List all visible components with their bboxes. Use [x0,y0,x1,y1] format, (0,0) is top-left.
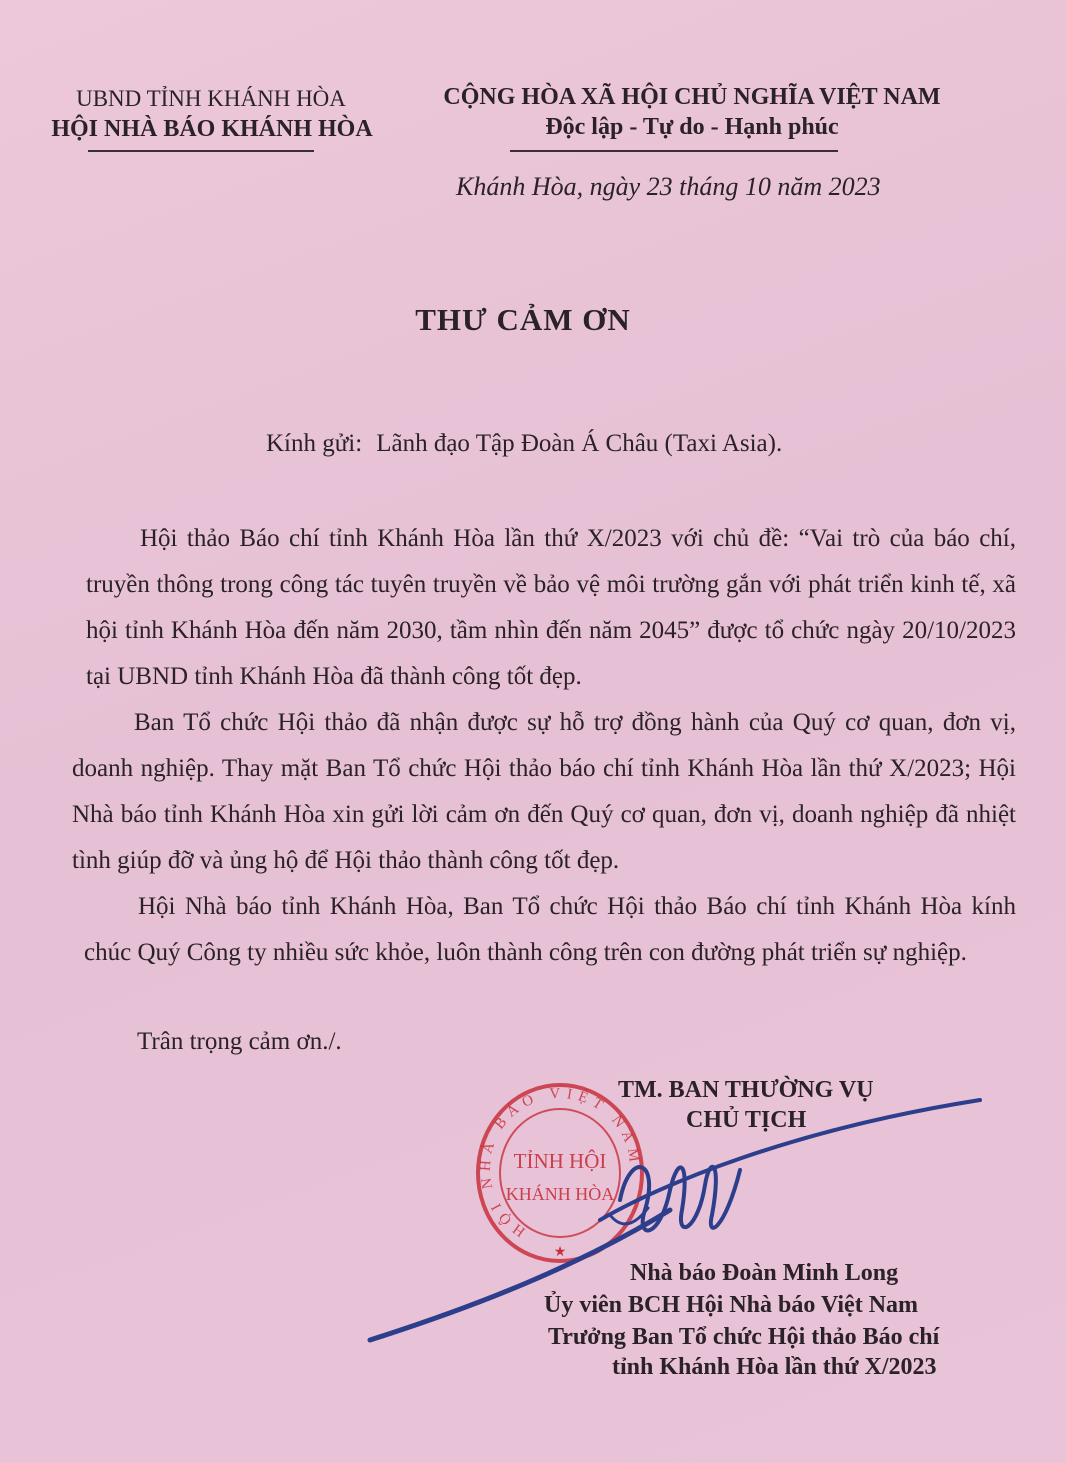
national-motto: Độc lập - Tự do - Hạnh phúc [545,114,839,140]
national-title: CỘNG HÒA XÃ HỘI CHỦ NGHĨA VIỆT NAM [443,84,941,110]
svg-text:TỈNH HỘI: TỈNH HỘI [513,1149,607,1173]
signer-name: Nhà báo Đoàn Minh Long [630,1260,899,1286]
issuer-parent-org: UBND TỈNH KHÁNH HÒA [76,86,346,111]
signer-role-3: tỉnh Khánh Hòa lần thứ X/2023 [612,1354,937,1380]
svg-text:HỘI NHÀ BÁO VIỆT NAM: HỘI NHÀ BÁO VIỆT NAM [477,1085,643,1240]
signature-title-line-2: CHỦ TỊCH [686,1107,807,1133]
body-paragraph-3: Hội Nhà báo tỉnh Khánh Hòa, Ban Tổ chức Hội thảo Báo chí tỉnh Khánh Hòa kính chúc Quý Công ty nhiều sức khỏe, luôn thành công trên con đường phát triển sự nghiệp. [84,893,1016,966]
recipient-line [266,430,782,458]
handwritten-signature [360,1090,1000,1360]
recipient-label: Kính gửi: [266,430,363,457]
signature-title-line-1: TM. BAN THƯỜNG VỤ [618,1077,874,1103]
letter-date: Khánh Hòa, ngày 23 tháng 10 năm 2023 [456,172,881,201]
issuer-underline [88,150,314,152]
closing-line: Trân trọng cảm ơn./. [137,1028,342,1055]
body-paragraph-1: Hội thảo Báo chí tỉnh Khánh Hòa lần thứ X/2023 với chủ đề: “Vai trò của báo chí, truyền thông trong công tác tuyên truyền về bảo vệ môi trường gắn với phát triển kinh tế, xã hội tỉnh Khánh Hòa đến năm 2030, tầm nhìn đến năm 2045” được tổ chức ngày 20/10/2023 tại UBND tỉnh Khánh Hòa đã thành công tốt đẹp. [86,525,1016,690]
recipient-name: Lãnh đạo Tập Đoàn Á Châu (Taxi Asia). [376,430,783,457]
svg-text:★: ★ [553,1245,567,1260]
signer-role-1: Ủy viên BCH Hội Nhà báo Việt Nam [544,1292,919,1318]
signer-role-2: Trưởng Ban Tổ chức Hội thảo Báo chí [548,1324,940,1350]
svg-text:KHÁNH HÒA: KHÁNH HÒA [505,1184,615,1204]
body-paragraph-2: Ban Tổ chức Hội thảo đã nhận được sự hỗ trợ đồng hành của Quý cơ quan, đơn vị, doanh nghiệp. Thay mặt Ban Tổ chức Hội thảo báo chí tỉnh Khánh Hòa lần thứ X/2023; Hội Nhà báo tỉnh Khánh Hòa xin gửi lời cảm ơn đến Quý cơ quan, đơn vị, doanh nghiệp đã nhiệt tình giúp đỡ và ủng hộ để Hội thảo thành công tốt đẹp. [72,709,1016,874]
motto-underline [510,150,838,152]
issuer-org: HỘI NHÀ BÁO KHÁNH HÒA [51,116,373,142]
letter-title: THƯ CẢM ƠN [415,302,631,337]
